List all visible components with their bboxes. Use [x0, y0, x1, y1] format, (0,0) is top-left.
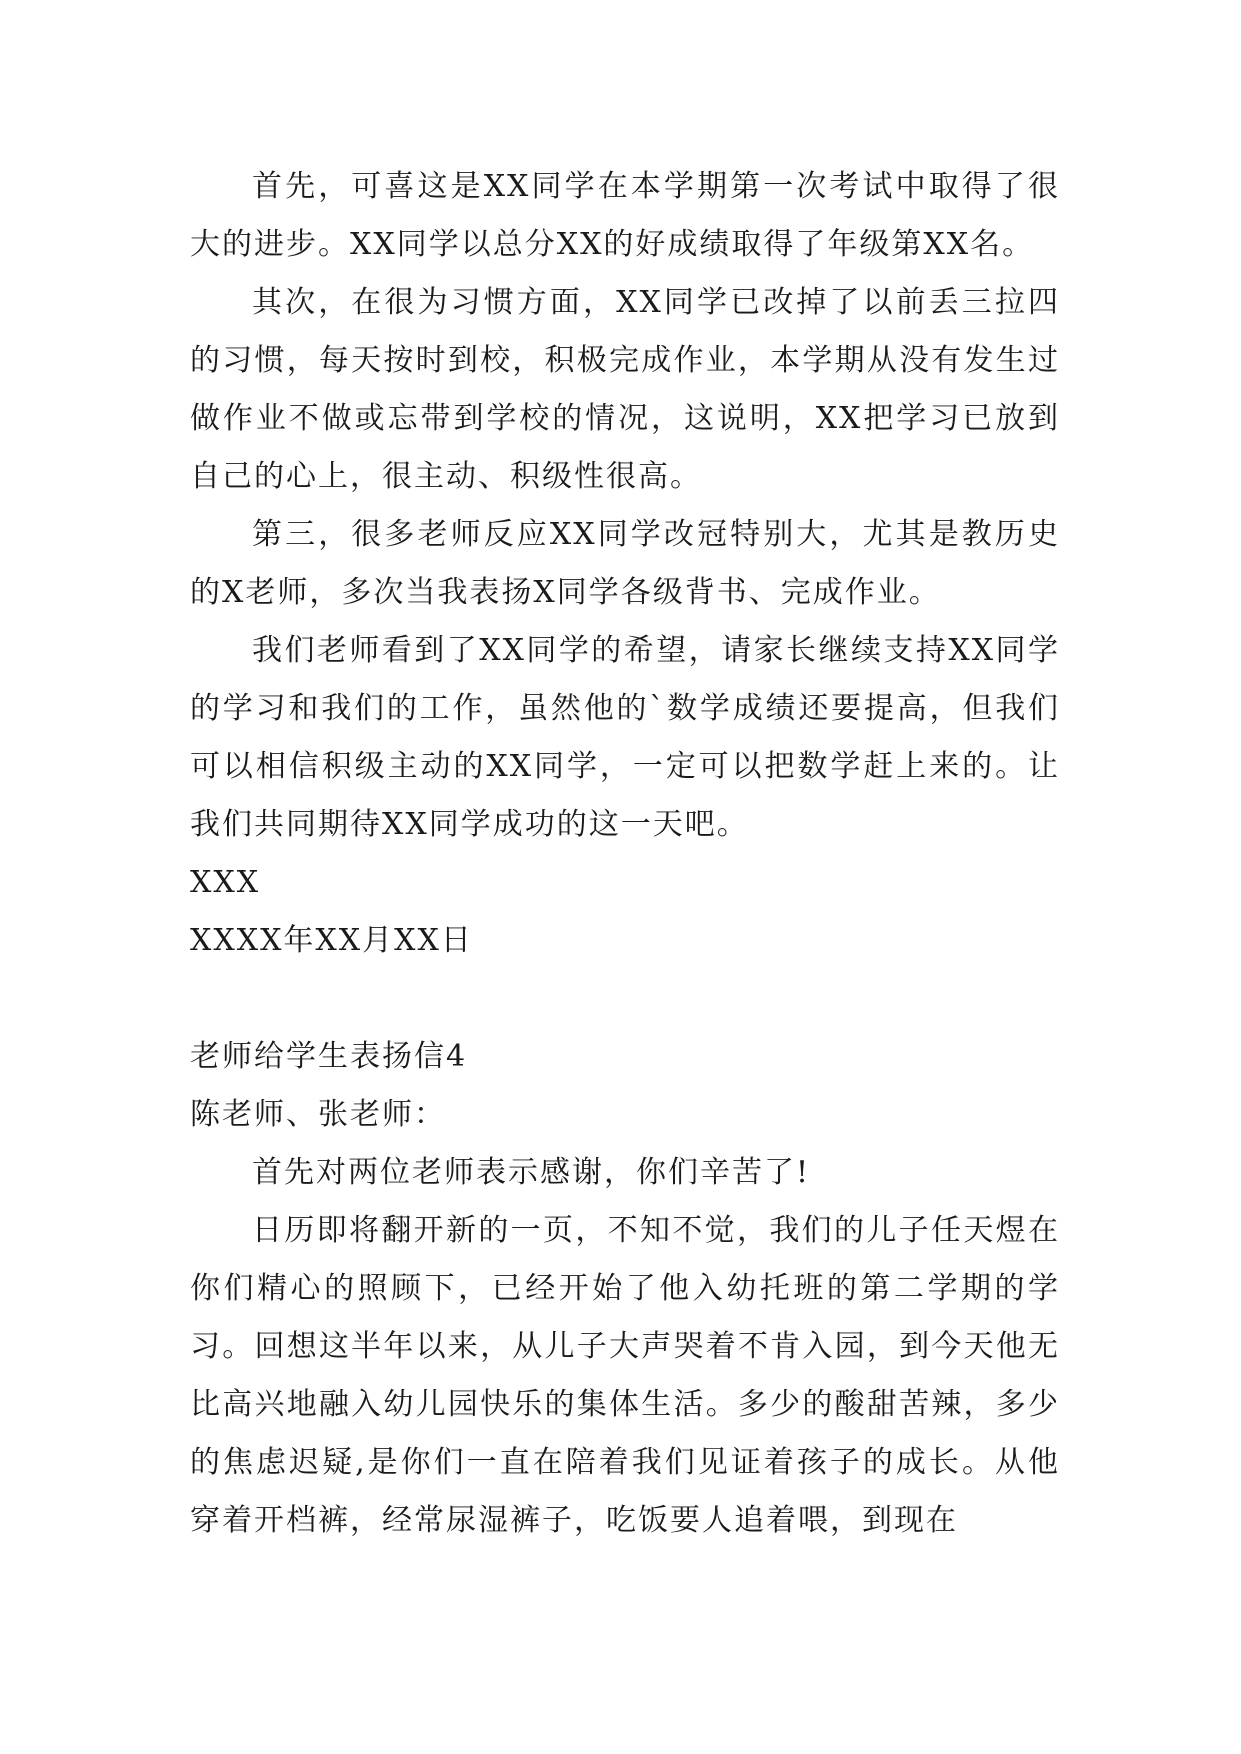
letter-title: 老师给学生表扬信4	[190, 1039, 468, 1074]
salutation: 陈老师、张老师：	[190, 1097, 446, 1132]
paragraph-third: 第三，很多老师反应XX同学改冠特别大，尤其是教历史的X老师，多次当我表扬X同学各级背书、完成作业。	[190, 517, 1060, 610]
section-gap	[190, 970, 1060, 1028]
paragraph-second: 其次，在很为习惯方面，XX同学已改掉了以前丢三拉四的习惯，每天按时到校，积极完成作业，本学期从没有发生过做作业不做或忘带到学校的情况，这说明，XX把学习已放到自己的心上，很主动、积级性很高。	[190, 285, 1060, 494]
document-page	[190, 158, 1060, 1550]
paragraph-first: 首先，可喜这是XX同学在本学期第一次考试中取得了很大的进步。XX同学以总分XX的好成绩取得了年级第XX名。	[190, 169, 1060, 262]
signature: XXX	[190, 865, 261, 900]
letter-date: XXXX年XX月XX日	[190, 923, 473, 958]
paragraph-fourth: 我们老师看到了XX同学的希望，请家长继续支持XX同学的学习和我们的工作，虽然他的`数学成绩还要提高，但我们可以相信积级主动的XX同学，一定可以把数学赶上来的。让我们共同期待XX同学成功的这一天吧。	[190, 633, 1060, 842]
paragraph-calendar: 日历即将翻开新的一页，不知不觉，我们的儿子任天煜在你们精心的照顾下，已经开始了他入幼托班的第二学期的学习。回想这半年以来，从儿子大声哭着不肯入园，到今天他无比高兴地融入幼儿园快乐的集体生活。多少的酸甜苦辣，多少的焦虑迟疑,是你们一直在陪着我们见证着孩子的成长。从他穿着开档裤，经常尿湿裤子，吃饭要人追着喂，到现在	[190, 1213, 1060, 1538]
paragraph-thanks: 首先对两位老师表示感谢，你们辛苦了!	[252, 1155, 811, 1190]
